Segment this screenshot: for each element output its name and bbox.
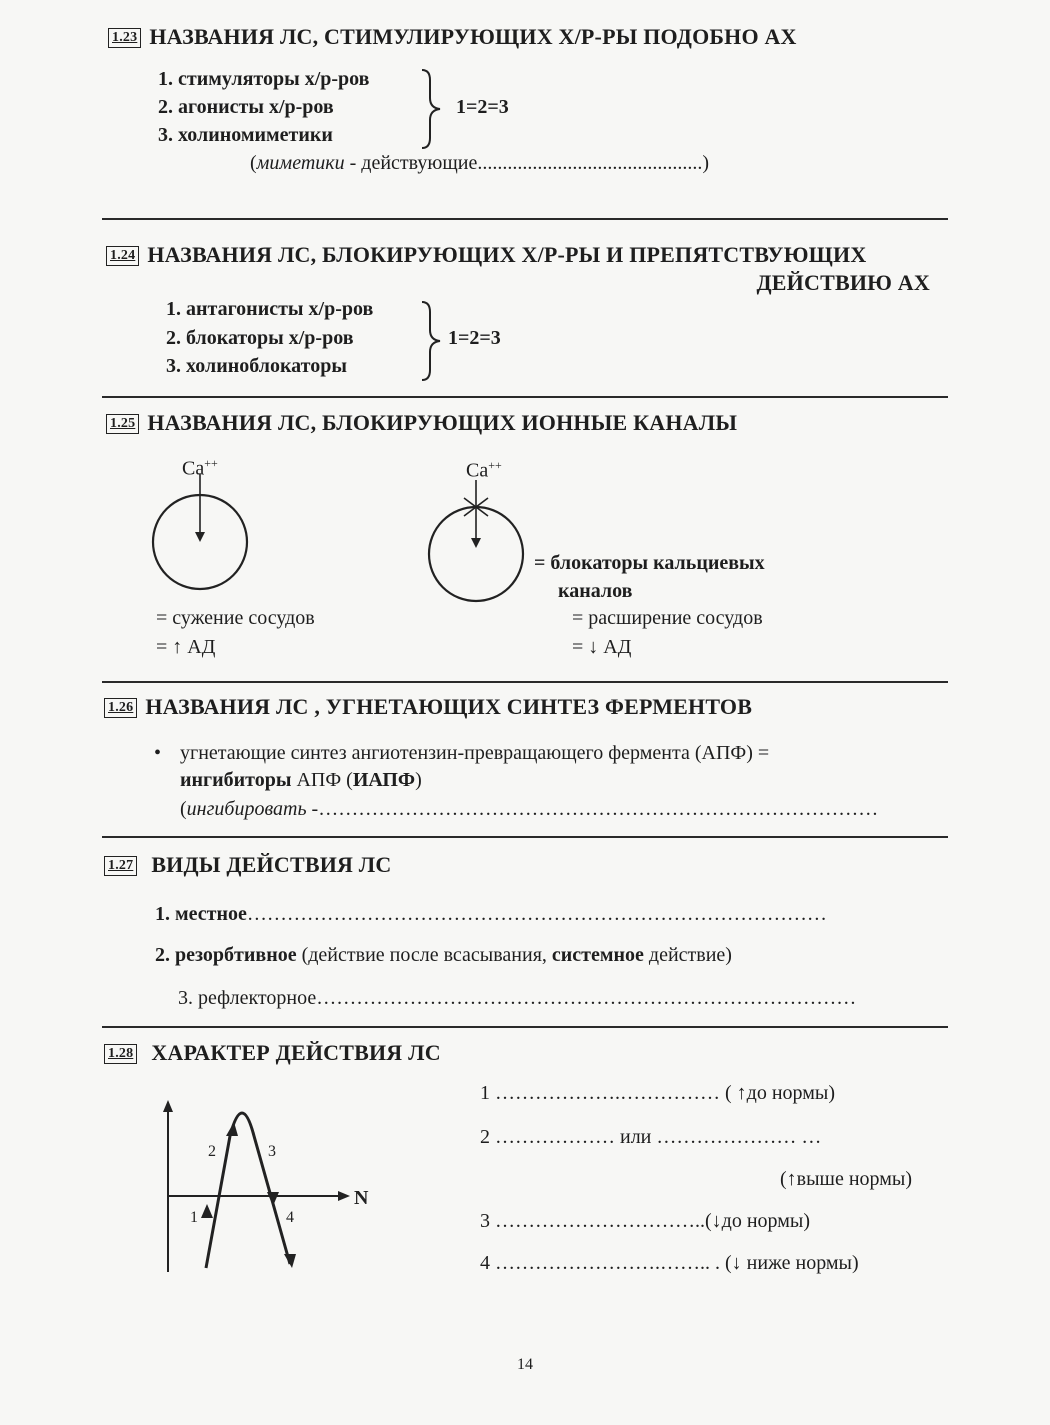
section-number: 1.24 [106,246,139,266]
action-line: 4 …………………….…….. . (↓ ниже нормы) [480,1252,859,1274]
effect-bp-decrease: = ↓ АД [572,636,632,658]
equality-label: 1=2=3 [448,327,501,349]
blockers-label-continued: каналов [558,580,633,602]
section-title-text: ВИДЫ ДЕЙСТВИЯ ЛС [151,852,392,877]
section-divider [102,396,948,398]
section-1-23-title [108,24,797,50]
section-title-text: НАЗВАНИЯ ЛС , УГНЕТАЮЩИХ СИНТЕЗ ФЕРМЕНТОВ [145,694,753,719]
action-line: 1 ……………….…………… ( ↑до нормы) [480,1082,835,1104]
curve-label: 2 [208,1143,216,1160]
calcium-label-right: Ca++ [466,458,502,482]
list-item: 1. стимуляторы х/р-ров [158,68,370,90]
effect-bp-increase: = ↑ АД [156,636,216,658]
action-line: 3 …………………………..(↓до нормы) [480,1210,810,1232]
section-title-text: НАЗВАНИЯ ЛС, БЛОКИРУЮЩИХ Х/Р-РЫ И ПРЕПЯТСТВУЮЩИХ [147,242,867,267]
bullet: • [154,742,162,764]
list-item-reflex: 3. рефлекторное……………………………………………………………………… [178,987,857,1009]
section-title-text: НАЗВАНИЯ ЛС, СТИМУЛИРУЮЩИХ Х/Р-РЫ ПОДОБНО АХ [149,24,797,49]
note-line: (ингибировать -………………………………………………………………………… [180,798,879,820]
equality-label: 1=2=3 [456,96,509,118]
section-title-text: НАЗВАНИЯ ЛС, БЛОКИРУЮЩИХ ИОННЫЕ КАНАЛЫ [147,410,738,435]
section-number: 1.26 [104,698,137,718]
note-line: (миметики - действующие.............................................) [250,152,709,174]
curve-label: 1 [190,1209,198,1226]
list-item-resorptive: 2. резорбтивное (действие после всасывания, системное действие) [155,944,732,966]
effect-vasoconstriction: = сужение сосудов [156,607,315,629]
list-item: 2. блокаторы х/р-ров [166,327,354,349]
calcium-label-left: Ca++ [182,456,218,480]
section-divider [102,836,948,838]
cell-diagram-blocked-channel [424,476,534,606]
ace-line: угнетающие синтез ангиотензин-превращающего фермента (АПФ) = [180,742,770,764]
section-number: 1.28 [104,1044,137,1064]
list-item: 1. антагонисты х/р-ров [166,298,374,320]
norm-axis-label: N [354,1187,369,1209]
section-1-26-title [104,694,752,720]
section-title-continued: ДЕЙСТВИЮ АХ [756,270,930,295]
section-number: 1.25 [106,414,139,434]
action-line: (↑выше нормы) [780,1168,912,1190]
section-1-28-title [104,1040,441,1066]
section-divider [102,218,948,220]
action-graph [150,1096,390,1286]
list-item-local: 1. местное…………………………………………………………………………… [155,903,827,925]
section-number: 1.27 [104,856,137,876]
list-item: 3. холиноблокаторы [166,355,347,377]
curve-label: 3 [268,1143,276,1160]
list-item: 2. агонисты х/р-ров [158,96,334,118]
section-1-25-title [106,410,737,436]
curve-label: 4 [286,1209,294,1226]
section-1-24-title [106,242,866,268]
section-title-text: ХАРАКТЕР ДЕЙСТВИЯ ЛС [151,1040,441,1065]
ace-inhibitors-line: ингибиторы АПФ (ИАПФ) [180,769,422,791]
action-curve [206,1113,290,1268]
list-item: 3. холиномиметики [158,124,333,146]
page-number: 14 [517,1356,533,1373]
effect-vasodilation: = расширение сосудов [572,607,763,629]
blockers-label: = блокаторы кальциевых [534,552,765,574]
action-line: 2 ……………… или ………………… … [480,1126,822,1148]
right-brace [418,68,448,150]
section-1-27-title [104,852,391,878]
right-brace [418,300,448,382]
section-number: 1.23 [108,28,141,48]
cell-diagram-open-channel [148,470,258,600]
section-divider [102,681,948,683]
section-divider [102,1026,948,1028]
